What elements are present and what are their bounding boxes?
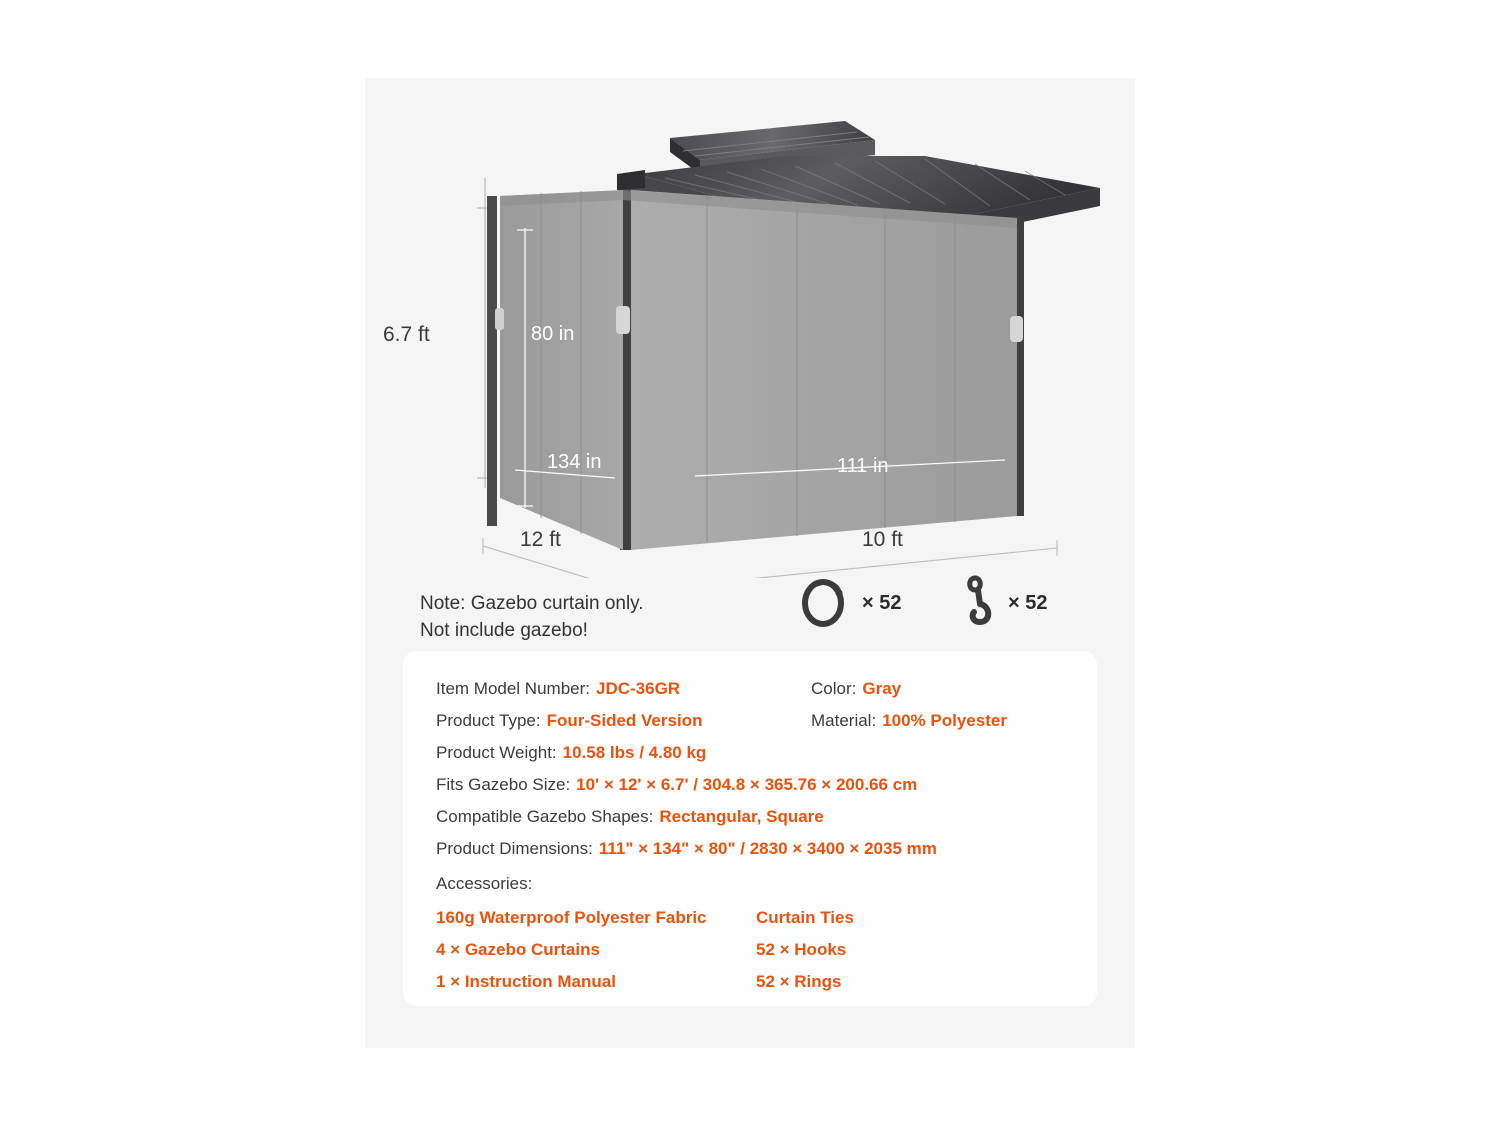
gazebo-illustration <box>365 78 1135 578</box>
accessories-column-left <box>436 902 756 998</box>
spec-value: JDC-36GR <box>596 679 681 698</box>
accessory-item: 160g Waterproof Polyester Fabric <box>436 908 707 927</box>
ring-accessory <box>795 572 901 635</box>
hook-accessory <box>965 572 1047 635</box>
ring-count: × 52 <box>862 592 902 614</box>
spec-row <box>436 710 1076 732</box>
spec-label: Color: <box>811 679 857 698</box>
spec-value: 100% Polyester <box>882 711 1007 730</box>
spec-label: Product Type: <box>436 711 541 730</box>
spec-label: Product Dimensions: <box>436 839 593 858</box>
dim-depth-ft: 12 ft <box>520 528 561 551</box>
dim-height-ft: 6.7 ft <box>383 323 430 346</box>
spec-card <box>403 651 1097 1006</box>
spec-row <box>436 774 1076 796</box>
spec-label: Product Weight: <box>436 743 557 762</box>
spec-row <box>436 678 1076 700</box>
spec-label: Fits Gazebo Size: <box>436 775 571 794</box>
accessory-item: Curtain Ties <box>756 908 854 927</box>
spec-value: Rectangular, Square <box>659 807 824 826</box>
dim-width-ft: 10 ft <box>862 528 903 551</box>
note-line-1: Note: Gazebo curtain only. <box>420 593 644 614</box>
spec-cell <box>811 710 1007 732</box>
hook-count: × 52 <box>1008 592 1048 614</box>
accessories-heading: Accessories: <box>436 874 533 893</box>
spec-table <box>436 678 1076 998</box>
spec-label: Item Model Number: <box>436 679 590 698</box>
note-line-2: Not include gazebo! <box>420 620 588 641</box>
spec-row <box>436 806 1076 828</box>
accessories-list <box>436 902 1076 998</box>
hook-icon <box>965 572 999 635</box>
spec-cell <box>436 678 811 700</box>
note-text <box>420 590 644 644</box>
dim-side-width-in: 134 in <box>547 451 602 473</box>
spec-cell <box>811 678 901 700</box>
spec-cell <box>436 838 937 860</box>
accessory-item: 52 × Hooks <box>756 940 847 959</box>
spec-value: Four-Sided Version <box>546 711 703 730</box>
spec-cell <box>436 774 917 796</box>
spec-cell <box>436 710 811 732</box>
product-spec-sheet <box>365 78 1135 1048</box>
accessory-item: 4 × Gazebo Curtains <box>436 940 600 959</box>
accessory-item: 52 × Rings <box>756 972 842 991</box>
spec-row <box>436 742 1076 764</box>
spec-value: 10' × 12' × 6.7' / 304.8 × 365.76 × 200.66 cm <box>576 775 918 794</box>
dim-height-in: 80 in <box>531 323 575 345</box>
dim-front-width-in: 111 in <box>837 455 889 477</box>
spec-label: Compatible Gazebo Shapes: <box>436 807 654 826</box>
accessories-column-right <box>756 902 1076 998</box>
spec-value: 111" × 134" × 80" / 2830 × 3400 × 2035 mm <box>598 839 937 858</box>
spec-value: 10.58 lbs / 4.80 kg <box>562 743 707 762</box>
spec-cell <box>436 806 824 828</box>
spec-value: Gray <box>862 679 902 698</box>
spec-row <box>436 838 1076 860</box>
accessory-item: 1 × Instruction Manual <box>436 972 616 991</box>
spec-cell <box>436 742 706 764</box>
ring-icon <box>795 572 853 635</box>
spec-label: Material: <box>811 711 877 730</box>
